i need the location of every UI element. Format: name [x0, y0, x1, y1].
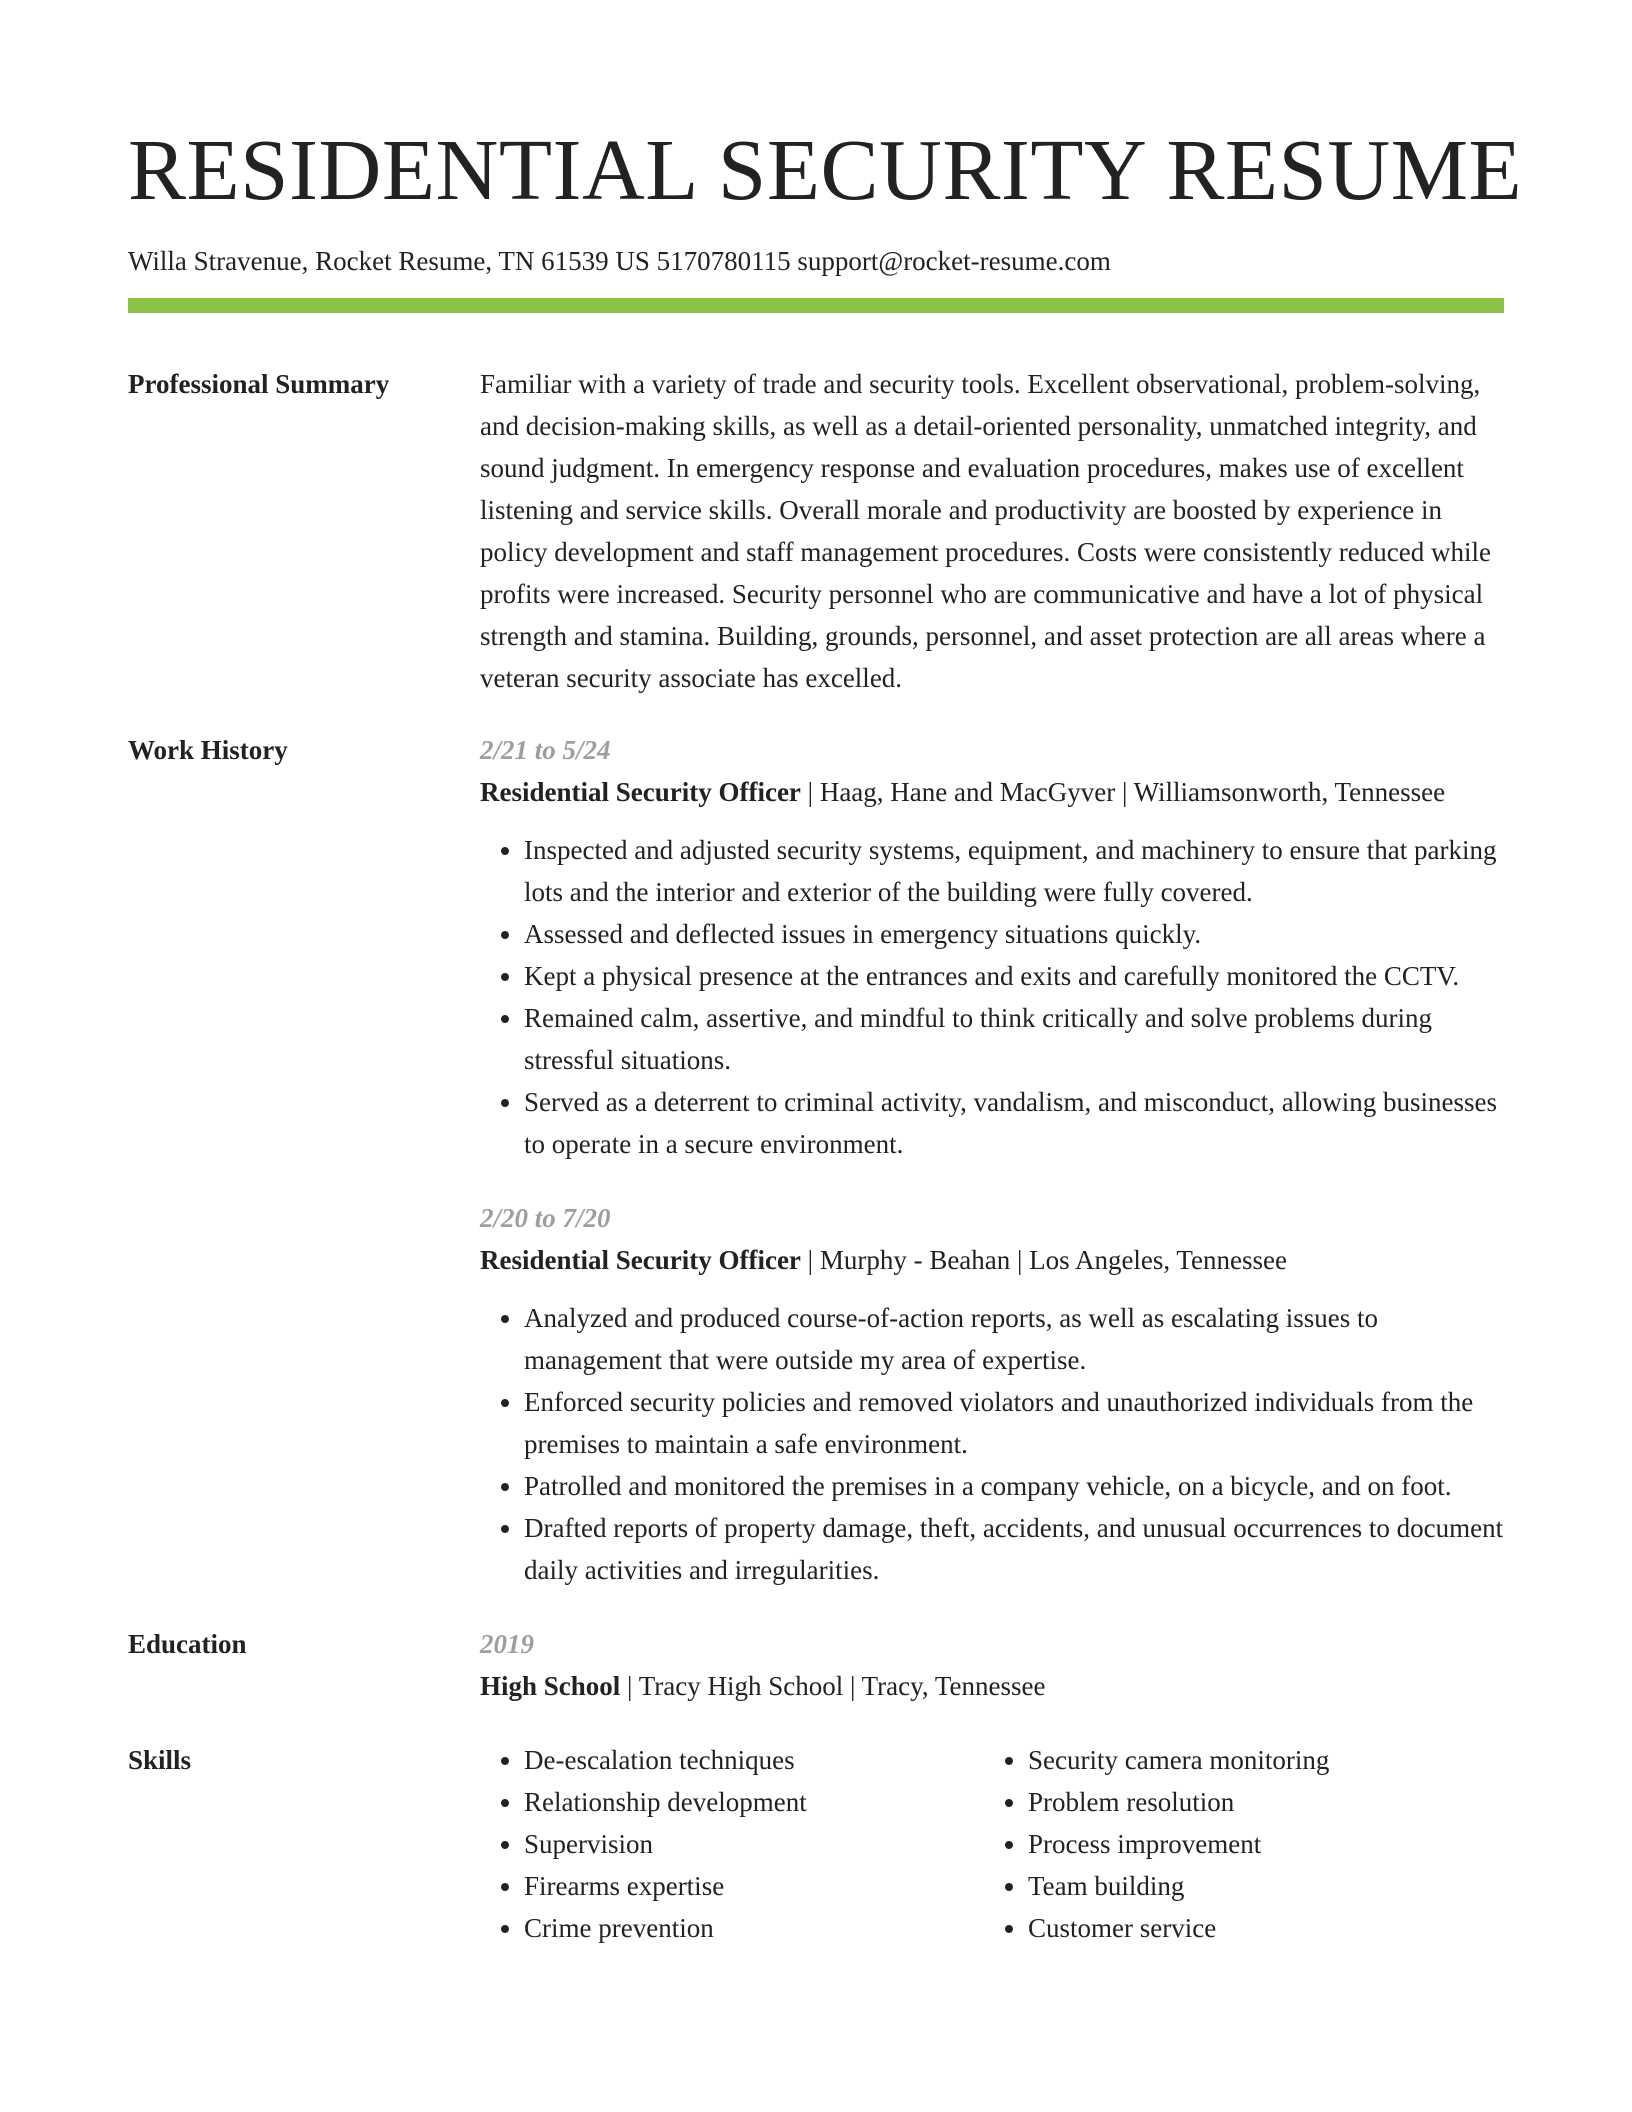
resume-title: RESIDENTIAL SECURITY RESUME	[128, 121, 1523, 218]
education-year: 2019	[480, 1629, 534, 1659]
header-divider	[128, 298, 1504, 313]
job-bullet: • Assessed and deflected issues in emergency situations quickly.	[524, 913, 1504, 955]
job-entry	[480, 1197, 1504, 1591]
job-title: Residential Security Officer	[480, 777, 801, 807]
job-entry	[480, 729, 1504, 1165]
summary-section	[128, 363, 1504, 699]
skills-section	[128, 1739, 1504, 1949]
education-body	[480, 1623, 1504, 1707]
skill-item: • Customer service	[1028, 1907, 1488, 1949]
job-bullet: • Enforced security policies and removed violators and unauthorized individuals from the premises to maintain a safe environment.	[524, 1381, 1504, 1465]
work-history-body	[480, 729, 1504, 1591]
job-role-line	[480, 1239, 1504, 1281]
summary-label: Professional Summary	[128, 369, 390, 399]
education-line	[480, 1665, 1504, 1707]
skill-item: • Crime prevention	[524, 1907, 984, 1949]
education-details: | Tracy High School | Tracy, Tennessee	[620, 1671, 1046, 1701]
contact-info: Willa Stravenue, Rocket Resume, TN 61539 US 5170780115 support@rocket-resume.com	[128, 246, 1111, 276]
job-bullet: • Kept a physical presence at the entrances and exits and carefully monitored the CCTV.	[524, 955, 1504, 997]
skill-item: • Supervision	[524, 1823, 984, 1865]
skill-item: • Problem resolution	[1028, 1781, 1488, 1823]
resume-page	[128, 0, 1523, 1949]
skill-item: • Team building	[1028, 1865, 1488, 1907]
education-label: Education	[128, 1629, 247, 1659]
skills-body	[480, 1739, 1504, 1949]
skill-item: • De-escalation techniques	[524, 1739, 984, 1781]
job-details: | Murphy - Beahan | Los Angeles, Tennessee	[800, 1245, 1287, 1275]
job-bullet: • Analyzed and produced course-of-action reports, as well as escalating issues to management that were outside my area of expertise.	[524, 1297, 1504, 1381]
job-title: Residential Security Officer	[480, 1245, 801, 1275]
job-bullet: • Drafted reports of property damage, theft, accidents, and unusual occurrences to document daily activities and irregularities.	[524, 1507, 1504, 1591]
skill-item: • Security camera monitoring	[1028, 1739, 1488, 1781]
education-degree: High School	[480, 1671, 621, 1701]
job-bullet: • Patrolled and monitored the premises in a company vehicle, on a bicycle, and on foot.	[524, 1465, 1504, 1507]
skills-columns	[480, 1739, 1504, 1949]
job-bullet: • Served as a deterrent to criminal activity, vandalism, and misconduct, allowing businesses to operate in a secure environment.	[524, 1081, 1504, 1165]
job-role-line	[480, 771, 1504, 813]
skill-item: • Firearms expertise	[524, 1865, 984, 1907]
job-dates: 2/21 to 5/24	[480, 735, 611, 765]
skill-item: • Process improvement	[1028, 1823, 1488, 1865]
skills-list-left	[480, 1739, 984, 1949]
job-bullet: • Inspected and adjusted security systems, equipment, and machinery to ensure that parking lots and the interior and exterior of the building were fully covered.	[524, 829, 1504, 913]
skill-item: • Relationship development	[524, 1781, 984, 1823]
summary-body	[480, 363, 1504, 699]
job-bullet: • Remained calm, assertive, and mindful to think critically and solve problems during stressful situations.	[524, 997, 1504, 1081]
work-history-section	[128, 729, 1504, 1591]
summary-text: Familiar with a variety of trade and security tools. Excellent observational, problem-solving, and decision-making skills, as well as a detail-oriented personality, unmatched integrity, and sound judgment. In emergency response and evaluation procedures, makes use of excellent listening and service skills. Overall morale and productivity are boosted by experience in policy development and staff management procedures. Costs were consistently reduced while profits were increased. Security personnel who are communicative and have a lot of physical strength and stamina. Building, grounds, personnel, and asset protection are all areas where a veteran security associate has excelled.	[480, 369, 1491, 693]
job-bullets	[480, 1297, 1504, 1591]
job-bullets	[480, 829, 1504, 1165]
skills-label: Skills	[128, 1745, 192, 1775]
education-section	[128, 1623, 1504, 1707]
job-details: | Haag, Hane and MacGyver | Williamsonworth, Tennessee	[800, 777, 1446, 807]
job-dates: 2/20 to 7/20	[480, 1203, 611, 1233]
skills-list-right	[984, 1739, 1488, 1949]
work-history-label: Work History	[128, 735, 288, 765]
